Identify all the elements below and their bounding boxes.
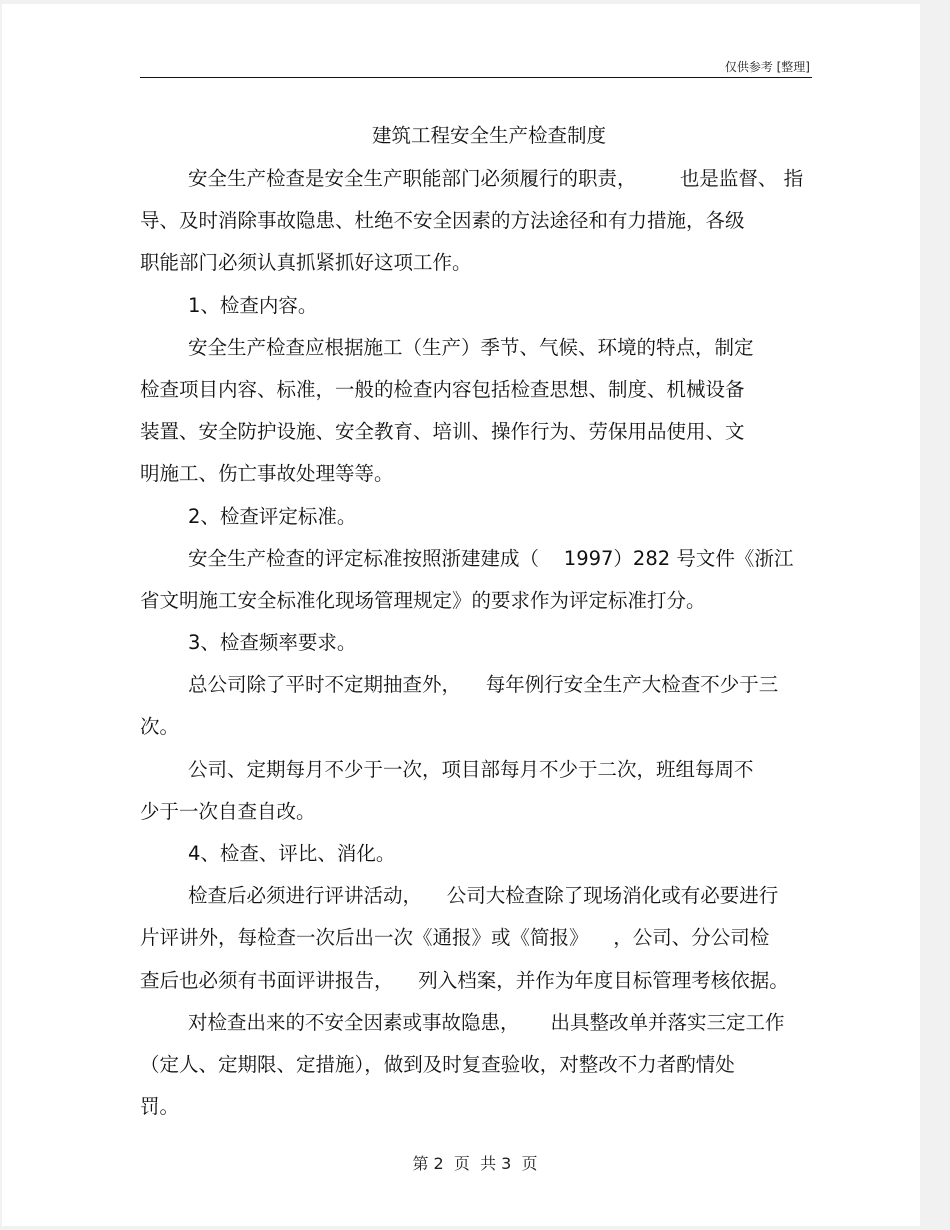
text-line: （定人、定期限、定措施），做到及时复查验收，对整改不力者酌情处	[140, 1052, 735, 1076]
text-line: 查后也必须有书面评讲报告， 列入档案，并作为年度目标管理考核依据。	[140, 968, 789, 992]
text-line: 装置、安全防护设施、安全教育、培训、操作行为、劳保用品使用、文	[140, 420, 745, 444]
text-line: 片评讲外，每检查一次后出一次《通报》或《简报》 ，公司、分公司检	[140, 926, 770, 950]
paragraph	[140, 622, 820, 664]
text-line: 安全生产检查的评定标准按照浙建建成（ 1997）282 号文件《浙江	[188, 546, 794, 570]
paragraph	[140, 1002, 820, 1129]
text-line: 罚。	[140, 1095, 180, 1119]
paragraph	[140, 496, 820, 538]
paragraph	[140, 875, 820, 1002]
paragraph	[140, 664, 820, 748]
text-line: 检查后必须进行评讲活动， 公司大检查除了现场消化或有必要进行	[188, 884, 779, 908]
text-line: 4、检查、评比、消化。	[188, 842, 396, 865]
text-line: 导、及时消除事故隐患、杜绝不安全因素的方法途径和有力措施，各级	[140, 209, 745, 233]
text-line: 安全生产检查应根据施工（生产）季节、气候、环境的特点，制定	[188, 335, 754, 359]
text-line: 职能部门必须认真抓紧抓好这项工作。	[140, 251, 472, 275]
paragraph	[140, 833, 820, 875]
document-title: 建筑工程安全生产检查制度	[371, 124, 606, 147]
header-note: 仅供参考 [整理]	[724, 60, 810, 74]
text-line: 3、检查频率要求。	[188, 631, 357, 655]
paragraph	[140, 285, 820, 327]
text-line: 省文明施工安全标准化现场管理规定》的要求作为评定标准打分。	[140, 588, 706, 612]
paragraph	[140, 538, 820, 622]
paragraph	[140, 327, 820, 496]
text-line: 少于一次自查自改。	[140, 799, 316, 823]
document-page	[2, 4, 920, 1226]
text-line: 次。	[140, 715, 180, 739]
paragraph	[140, 158, 820, 285]
text-line: 检查项目内容、标准，一般的检查内容包括检查思想、制度、机械设备	[140, 377, 745, 401]
text-line: 公司、定期每月不少于一次，项目部每月不少于二次，班组每周不	[188, 757, 754, 781]
page-number: 第 2 页 共 3 页	[412, 1154, 538, 1173]
text-line: 1、检查内容。	[188, 293, 318, 317]
text-line: 总公司除了平时不定期抽查外， 每年例行安全生产大检查不少于三	[188, 673, 779, 697]
document-body	[140, 158, 820, 1128]
paragraph	[140, 749, 820, 833]
header-rule	[140, 77, 812, 78]
text-line: 明施工、伤亡事故处理等等。	[140, 462, 394, 486]
text-line: 安全生产检查是安全生产职能部门必须履行的职责， 也是监督、 指	[188, 167, 804, 190]
text-line: 2、检查评定标准。	[188, 504, 357, 528]
text-line: 对检查出来的不安全因素或事故隐患， 出具整改单并落实三定工作	[188, 1010, 785, 1034]
